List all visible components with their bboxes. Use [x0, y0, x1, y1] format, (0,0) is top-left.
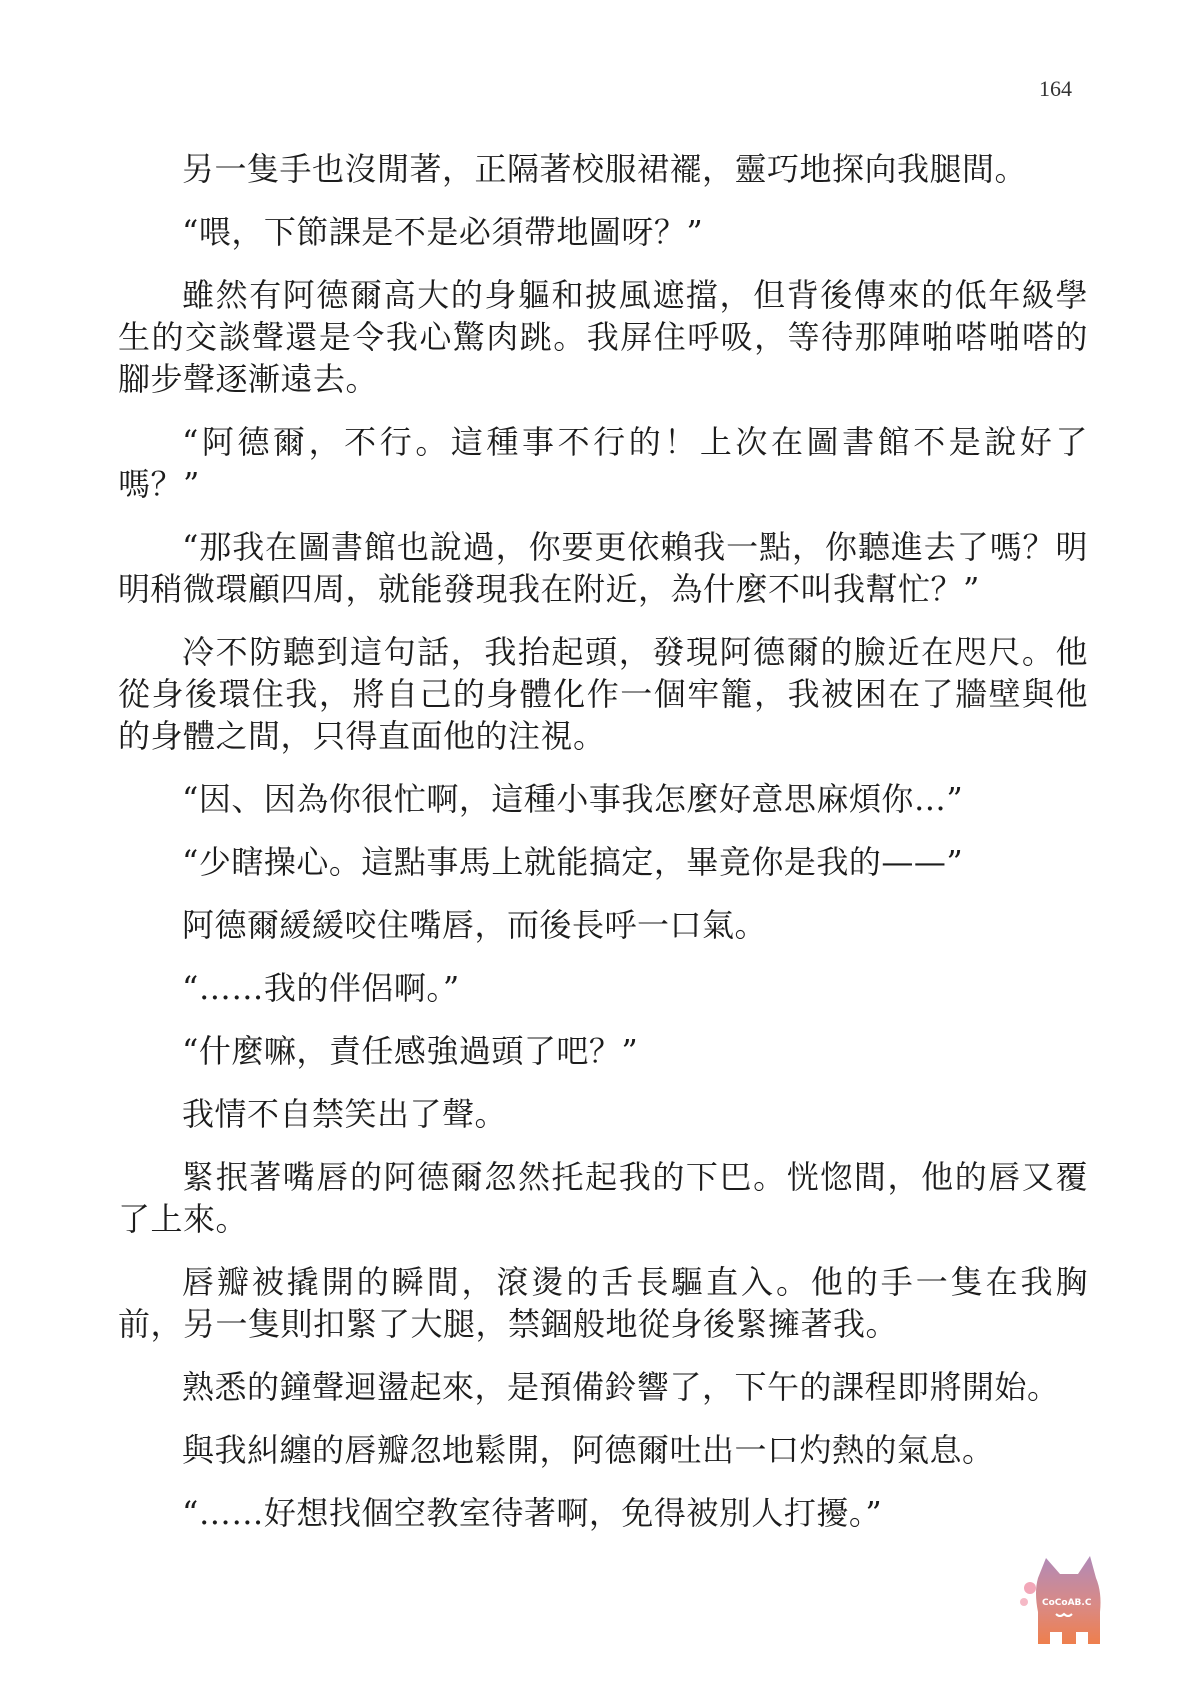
logo-text: CoCoAB.C [1042, 1598, 1092, 1608]
page-number: 164 [1039, 76, 1072, 101]
paragraph: “阿德爾，不行。這種事不行的！上次在圖書館不是說好了嗎？” [118, 423, 1088, 503]
body-text [118, 148, 1088, 1555]
paragraph: 緊抿著嘴唇的阿德爾忽然托起我的下巴。恍惚間，他的唇又覆了上來。 [118, 1158, 1088, 1238]
paragraph: 與我糾纏的唇瓣忽地鬆開，阿德爾吐出一口灼熱的氣息。 [182, 1431, 995, 1469]
paragraph: 阿德爾緩緩咬住嘴唇，而後長呼一口氣。 [182, 906, 768, 944]
paragraph: “什麼嘛，責任感強過頭了吧？” [182, 1032, 639, 1070]
paragraph: 熟悉的鐘聲迴盪起來，是預備鈴響了，下午的課程即將開始。 [182, 1368, 1060, 1406]
paragraph: 另一隻手也沒閒著，正隔著校服裙襬，靈巧地探向我腿間。 [182, 150, 1028, 188]
bubble-icon [1024, 1582, 1036, 1594]
paragraph: “喂，下節課是不是必須帶地圖呀？” [182, 213, 704, 251]
bubble-icon [1020, 1598, 1028, 1606]
cat-logo-icon [1016, 1552, 1112, 1648]
paragraph: “那我在圖書館也說過，你要更依賴我一點，你聽進去了嗎？明明稍微環顧四周，就能發現我在附近，為什麼不叫我幫忙？” [118, 528, 1088, 608]
paragraph: “……我的伴侶啊。” [182, 969, 460, 1007]
paragraph: “……好想找個空教室待著啊，免得被別人打擾。” [182, 1494, 883, 1532]
paragraph: 冷不防聽到這句話，我抬起頭，發現阿德爾的臉近在咫尺。他從身後環住我，將自己的身體化作一個牢籠，我被困在了牆壁與他的身體之間，只得直面他的注視。 [118, 633, 1088, 755]
paragraph: 唇瓣被撬開的瞬間，滾燙的舌長驅直入。他的手一隻在我胸前，另一隻則扣緊了大腿，禁錮般地從身後緊擁著我。 [118, 1263, 1088, 1343]
paragraph: “因、因為你很忙啊，這種小事我怎麼好意思麻煩你…” [182, 780, 964, 818]
paragraph: 雖然有阿德爾高大的身軀和披風遮擋，但背後傳來的低年級學生的交談聲還是令我心驚肉跳。我屏住呼吸，等待那陣啪嗒啪嗒的腳步聲逐漸遠去。 [118, 276, 1088, 398]
paragraph: 我情不自禁笑出了聲。 [182, 1095, 508, 1133]
paragraph: “少瞎操心。這點事馬上就能搞定，畢竟你是我的——” [182, 843, 964, 881]
